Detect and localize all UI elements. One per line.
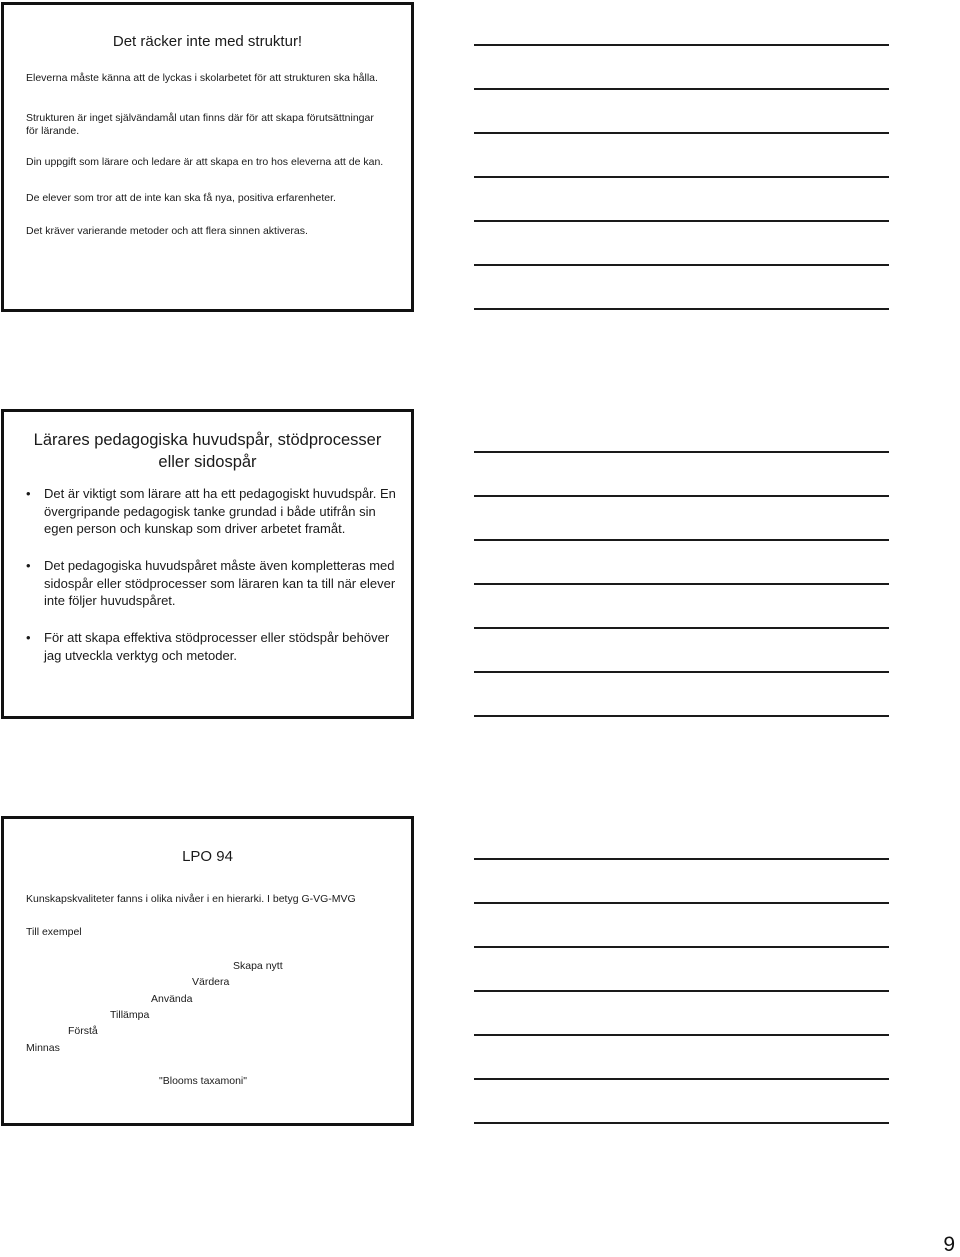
bloom-level-anvanda: Använda (151, 993, 193, 1005)
bloom-level-forsta: Förstå (68, 1025, 98, 1037)
slide-2 (1, 409, 414, 719)
note-line (474, 308, 889, 310)
slide-2-title-line-2: eller sidospår (158, 453, 257, 471)
slide-3-title: LPO 94 (182, 848, 233, 865)
slide-3-example-label: Till exempel (26, 926, 82, 938)
note-line (474, 539, 889, 541)
note-line (474, 88, 889, 90)
note-line (474, 715, 889, 717)
note-line (474, 858, 889, 860)
note-line (474, 44, 889, 46)
list-item-text: Det pedagogiska huvudspåret måste även kompletteras med sidospår eller stödprocesser som läraren kan ta till när elever inte följer huvudspåret. (44, 558, 396, 608)
slide-1-line-2: Strukturen är inget självändamål utan finns där för att skapa förutsättningar (26, 112, 374, 124)
slide-3-caption: "Blooms taxamoni" (159, 1075, 247, 1087)
note-line (474, 990, 889, 992)
bullet-icon: • (26, 630, 31, 645)
slide-1-line-5: De elever som tror att de inte kan ska få nya, positiva erfarenheter. (26, 192, 336, 204)
list-item-text: Det är viktigt som lärare att ha ett pedagogiskt huvudspår. En övergripande pedagogisk tanke grundad i både utifrån sin egen person och kunskap som driver arbetet framåt. (44, 486, 396, 536)
slide-2-title-line-1: Lärares pedagogiska huvudspår, stödprocesser (33, 431, 382, 449)
note-line (474, 583, 889, 585)
note-line (474, 495, 889, 497)
page-number: 9 (943, 1233, 955, 1256)
slide-2-title (4, 429, 411, 473)
slide-1-line-1: Eleverna måste känna att de lyckas i skolarbetet för att strukturen ska hålla. (26, 72, 378, 84)
note-line (474, 902, 889, 904)
slide-1-line-3: för lärande. (26, 125, 80, 137)
bloom-level-minnas: Minnas (26, 1042, 60, 1054)
bullet-icon: • (26, 558, 31, 573)
list-item (22, 485, 406, 538)
note-line (474, 1078, 889, 1080)
note-line (474, 176, 889, 178)
bloom-level-skapa-nytt: Skapa nytt (233, 960, 283, 972)
note-line (474, 132, 889, 134)
note-line (474, 671, 889, 673)
slide-1 (1, 2, 414, 312)
note-line (474, 451, 889, 453)
list-item (22, 629, 406, 664)
slide-1-line-6: Det kräver varierande metoder och att flera sinnen aktiveras. (26, 225, 308, 237)
bullet-icon: • (26, 486, 31, 501)
bloom-level-tillampa: Tillämpa (110, 1009, 150, 1021)
slide-3-intro: Kunskapskvaliteter fanns i olika nivåer i en hierarki. I betyg G-VG-MVG (26, 893, 356, 905)
slide-1-line-4: Din uppgift som lärare och ledare är att skapa en tro hos eleverna att de kan. (26, 156, 384, 168)
slide-3 (1, 816, 414, 1126)
note-line (474, 627, 889, 629)
note-line (474, 264, 889, 266)
slide-1-title: Det räcker inte med struktur! (112, 33, 303, 50)
bloom-level-vardera: Värdera (192, 976, 230, 988)
note-line (474, 1034, 889, 1036)
note-line (474, 946, 889, 948)
list-item-text: För att skapa effektiva stödprocesser eller stödspår behöver jag utveckla verktyg och metoder. (44, 630, 390, 663)
list-item (22, 557, 406, 610)
note-line (474, 1122, 889, 1124)
note-line (474, 220, 889, 222)
